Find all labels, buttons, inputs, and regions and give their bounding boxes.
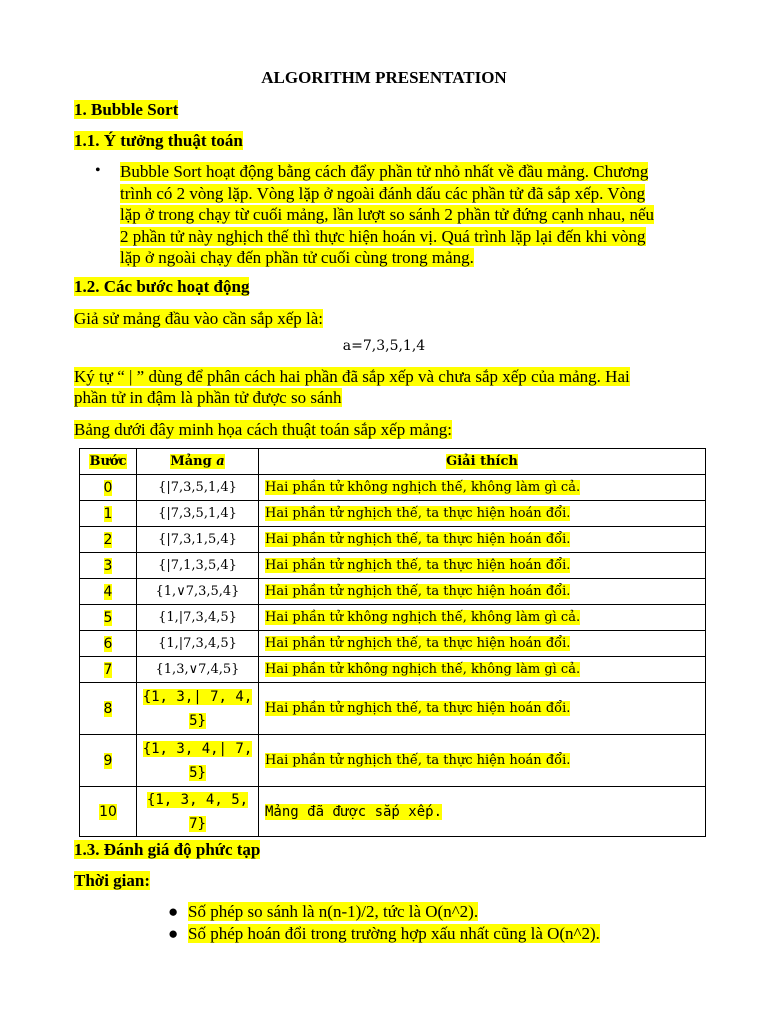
explain-cell: Hai phần tử nghịch thế, ta thực hiện hoán đổi.	[259, 579, 706, 605]
step-cell: 2	[80, 527, 137, 553]
page-title: ALGORITHM PRESENTATION	[261, 68, 507, 87]
table-row	[80, 657, 706, 683]
steps-table	[79, 448, 706, 837]
table-intro: Bảng dưới đây minh họa cách thuật toán sắp xếp mảng:	[74, 420, 452, 439]
explain-cell: Hai phần tử không nghịch thế, không làm gì cả.	[259, 657, 706, 683]
table-row	[80, 553, 706, 579]
step-cell: 8	[80, 683, 137, 735]
table-header-row	[80, 449, 706, 475]
array-cell: {1,|7,3,4,5}	[137, 631, 259, 657]
step-cell: 7	[80, 657, 137, 683]
array-cell: {|7,3,5,1,4}	[137, 475, 259, 501]
explain-cell: Hai phần tử nghịch thế, ta thực hiện hoán đổi.	[259, 683, 706, 735]
bullet-icon: •	[95, 162, 101, 179]
section-heading-complexity: 1.3. Đánh giá độ phức tạp	[74, 840, 261, 859]
idea-paragraph: Bubble Sort hoạt động bằng cách đẩy phần tử nhỏ nhất về đầu mảng. Chương trình có 2 vòng lặp. Vòng lặp ở ngoài đánh dấu các phần tử đã sắp xếp. Vòng lặp ở trong chạy từ cuối mảng, lần lượt so sánh 2 phần tử đứng cạnh nhau, nếu 2 phần tử này nghịch thế thì thực hiện hoán vị. Quá trình lặp lại đến khi vòng lặp ở ngoài chạy đến phần tử cuối cùng trong mảng.	[120, 162, 655, 267]
array-cell: {|7,3,1,5,4}	[137, 527, 259, 553]
explain-cell: Hai phần tử nghịch thế, ta thực hiện hoán đổi.	[259, 553, 706, 579]
section-heading-steps: 1.2. Các bước hoạt động	[74, 277, 250, 296]
explain-cell: Hai phần tử nghịch thế, ta thực hiện hoán đổi.	[259, 735, 706, 787]
explain-cell: Mảng đã được sắp xếp.	[259, 787, 706, 837]
array-cell: {1,3,∨7,4,5}	[137, 657, 259, 683]
step-cell: 1	[80, 501, 137, 527]
header-array: Mảng a	[137, 449, 259, 475]
time-bullet-list	[168, 901, 600, 945]
header-step: Bước	[80, 449, 137, 475]
bullet-icon: ●	[168, 902, 179, 921]
table-row	[80, 735, 706, 787]
time-heading: Thời gian:	[74, 871, 151, 890]
array-cell: {1, 3, 4,| 7, 5}	[137, 735, 259, 787]
step-cell: 6	[80, 631, 137, 657]
step-cell: 9	[80, 735, 137, 787]
separator-explanation: Ký tự “ | ” dùng để phân cách hai phần đã sắp xếp và chưa sắp xếp của mảng. Hai phần tử in đậm là phần tử được so sánh	[74, 367, 630, 407]
explain-cell: Hai phần tử nghịch thế, ta thực hiện hoán đổi.	[259, 631, 706, 657]
array-cell: {1, 3, 4, 5, 7}	[137, 787, 259, 837]
table-row	[80, 579, 706, 605]
step-cell: 5	[80, 605, 137, 631]
list-item: ● Số phép hoán đổi trong trường hợp xấu nhất cũng là O(n^2).	[168, 924, 600, 943]
step-cell: 4	[80, 579, 137, 605]
table-row	[80, 501, 706, 527]
table-row	[80, 631, 706, 657]
table-row	[80, 475, 706, 501]
array-cell: {|7,3,5,1,4}	[137, 501, 259, 527]
section-heading-bubble-sort: 1. Bubble Sort	[74, 100, 179, 119]
input-formula: a=7,3,5,1,4	[342, 338, 426, 354]
header-explain: Giải thích	[259, 449, 706, 475]
table-row	[80, 605, 706, 631]
input-intro: Giả sử mảng đầu vào cần sắp xếp là:	[74, 309, 324, 328]
table-row	[80, 787, 706, 837]
array-cell: {|7,1,3,5,4}	[137, 553, 259, 579]
array-cell: {1,|7,3,4,5}	[137, 605, 259, 631]
step-cell: 3	[80, 553, 137, 579]
table-row	[80, 527, 706, 553]
step-cell: 0	[80, 475, 137, 501]
step-cell: 10	[80, 787, 137, 837]
explain-cell: Hai phần tử không nghịch thế, không làm gì cả.	[259, 475, 706, 501]
explain-cell: Hai phần tử không nghịch thế, không làm gì cả.	[259, 605, 706, 631]
array-cell: {1,∨7,3,5,4}	[137, 579, 259, 605]
section-heading-idea: 1.1. Ý tưởng thuật toán	[74, 131, 243, 150]
table-row	[80, 683, 706, 735]
explain-cell: Hai phần tử nghịch thế, ta thực hiện hoán đổi.	[259, 527, 706, 553]
explain-cell: Hai phần tử nghịch thế, ta thực hiện hoán đổi.	[259, 501, 706, 527]
bullet-icon: ●	[168, 924, 179, 943]
list-item: ● Số phép so sánh là n(n-1)/2, tức là O(n^2).	[168, 902, 479, 921]
array-cell: {1, 3,| 7, 4, 5}	[137, 683, 259, 735]
